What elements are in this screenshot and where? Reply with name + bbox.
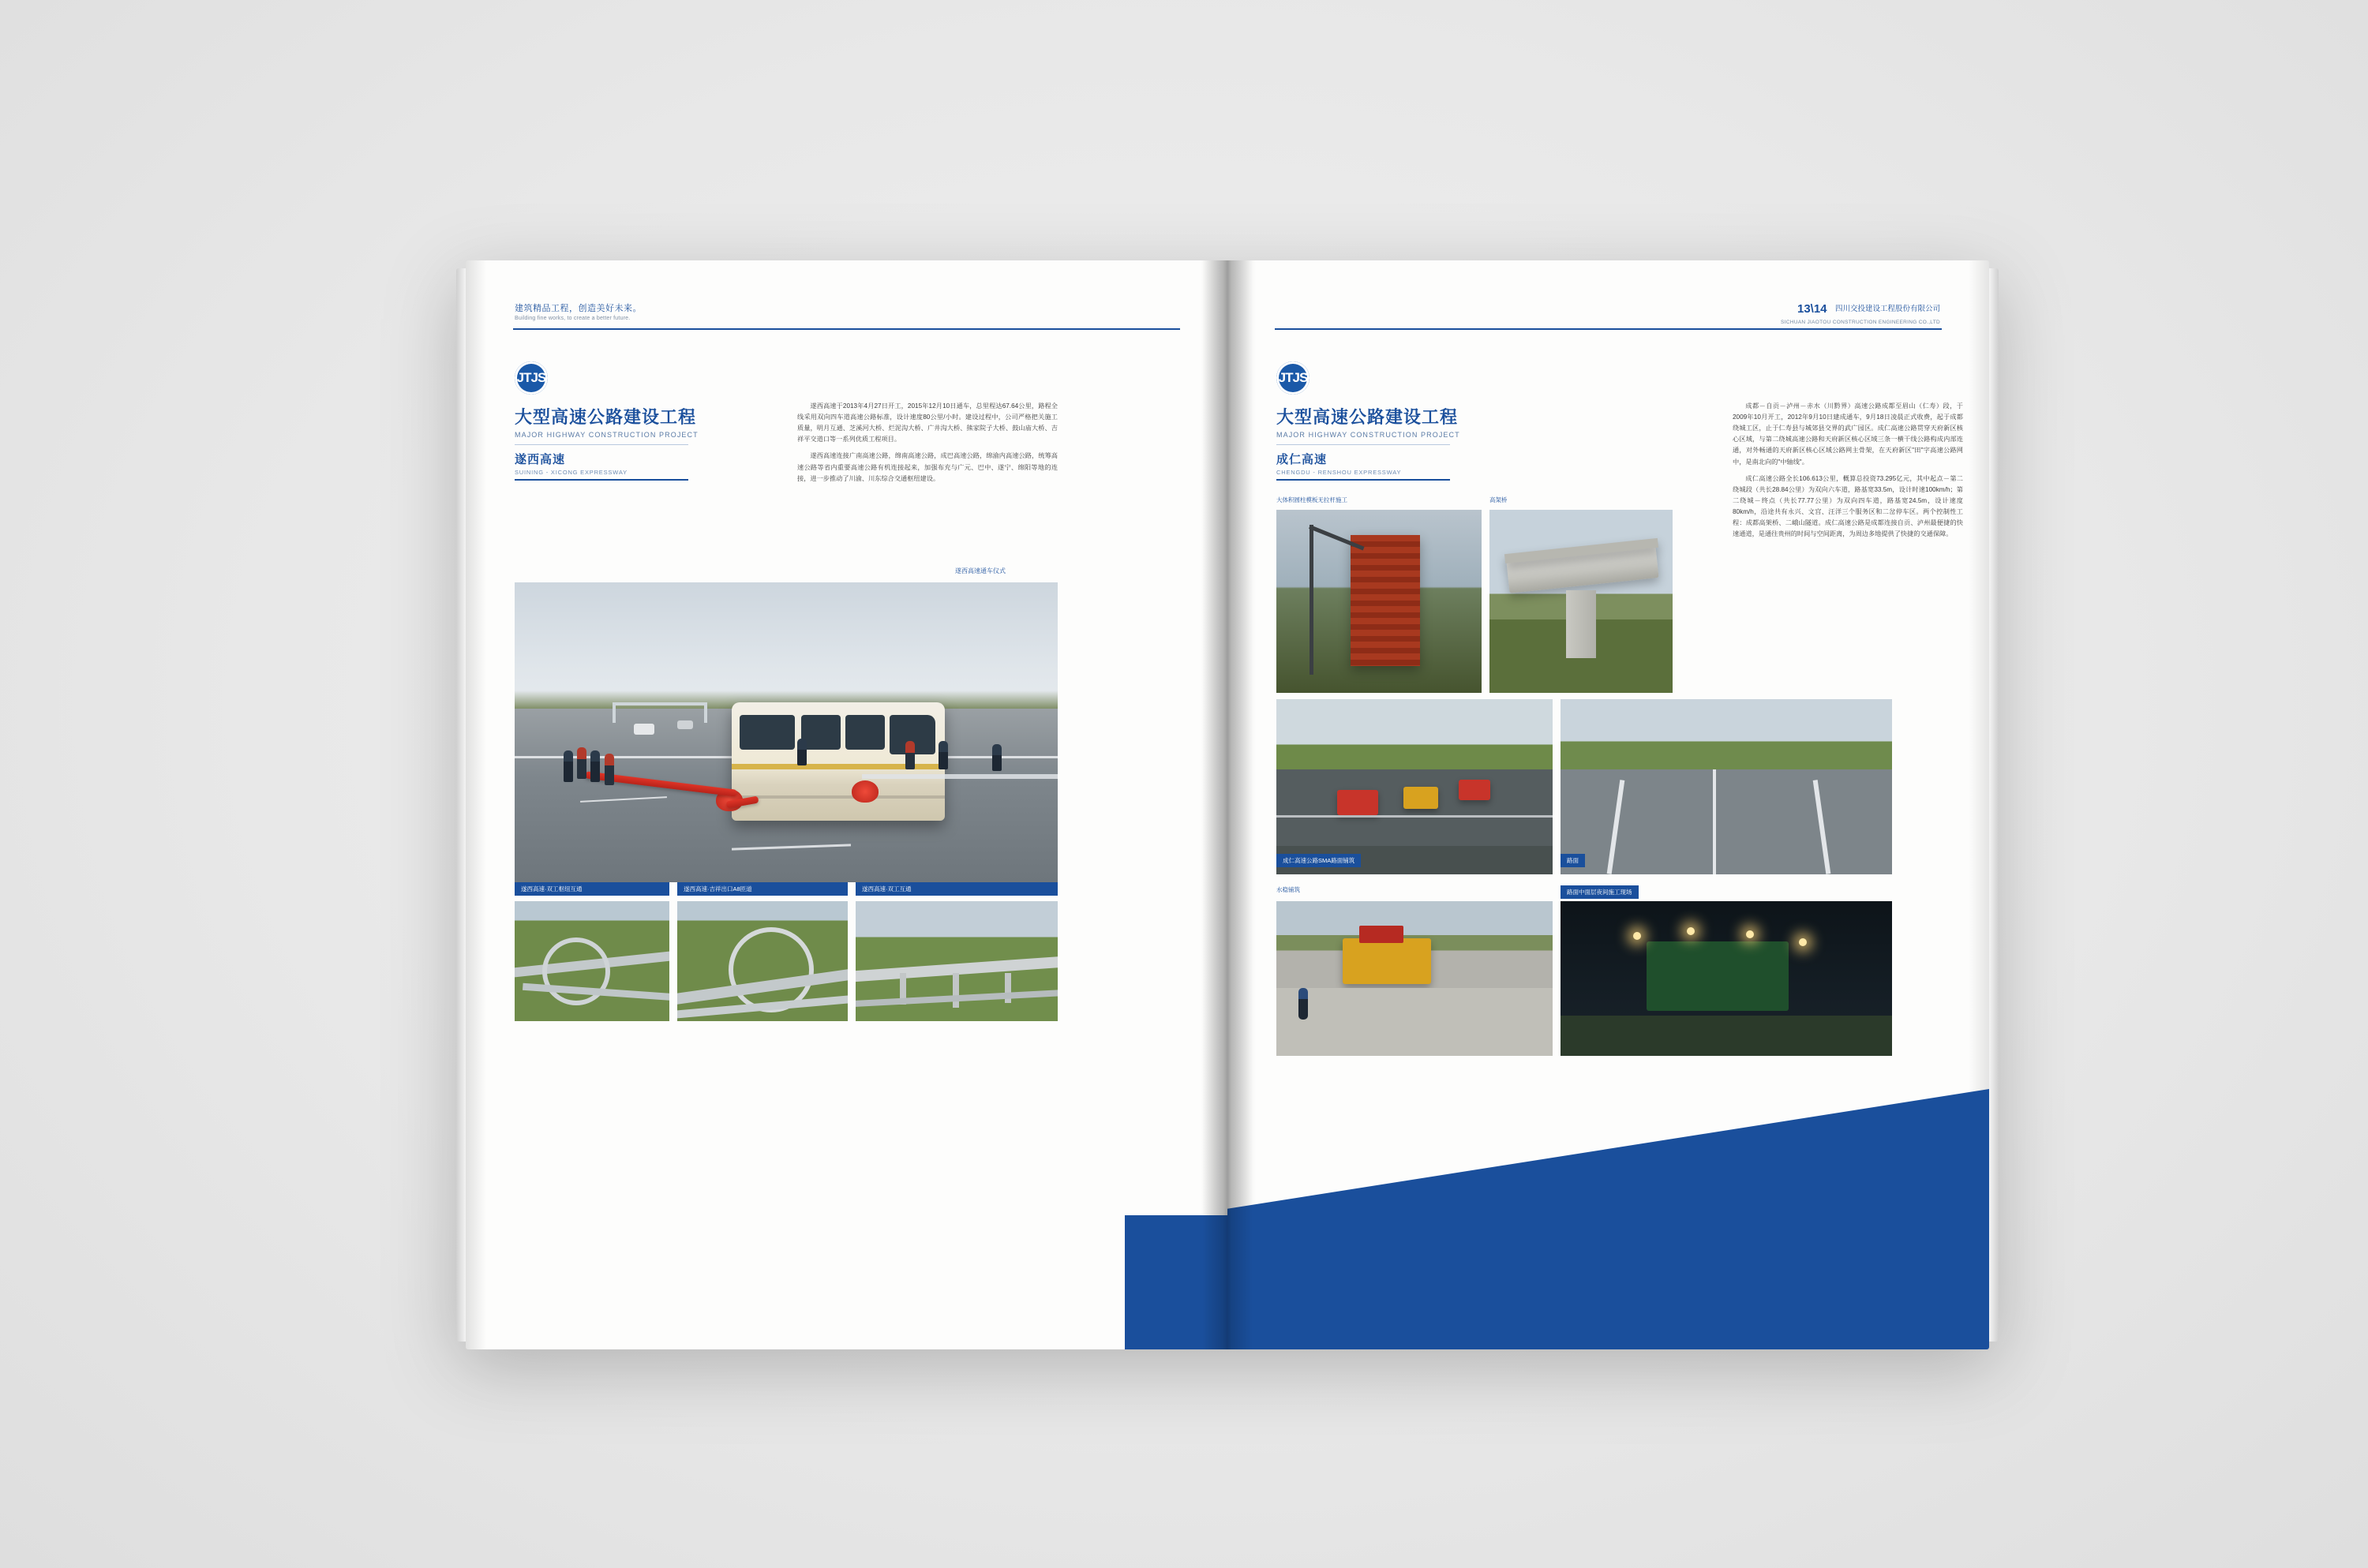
right-project-name-cn: 成仁高速: [1276, 453, 1328, 466]
right-project-underline: [1276, 479, 1450, 481]
slogan-cn: 建筑精品工程，创造美好未来。: [515, 304, 642, 313]
right-body-copy: [1733, 401, 1963, 545]
company-logo-left: [515, 361, 548, 395]
photo-sma-paving: [1276, 699, 1553, 874]
left-page: [466, 260, 1227, 1349]
left-body-copy: [797, 401, 1058, 490]
photo-bridge: [856, 901, 1058, 1021]
photo-stabilized-base: [1276, 901, 1553, 1056]
company-logo-right: [1276, 361, 1310, 395]
slogan-en: Building fine works, to create a better future.: [515, 315, 631, 321]
left-blue-accent: [1125, 1215, 1227, 1349]
left-title-block: [515, 404, 699, 481]
logo-mark-text-right: JTJS: [1278, 370, 1308, 385]
left-paragraph-1: 遂西高速于2013年4月27日开工，2015年12月10日通车，总里程达67.64公里，路程全线采用双向四车道高速公路标准，设计速度80公里/小时。建设过程中，公司严格把关施工质量，明月互通、芝溪河大桥、烂泥沟大桥、广井沟大桥、熊家院子大桥、鼓山庙大桥、吉祥平交道口等一系列优质工程项目。: [797, 402, 1058, 443]
photo-interchange-2: [677, 901, 848, 1021]
right-blue-wedge: [1227, 1089, 1989, 1349]
caption-pavement: 路面: [1561, 854, 1585, 867]
right-paragraph-1: 成都－自贡－泸州－赤水（川黔界）高速公路成都至眉山（仁寿）段，于2009年10月开工，2012年9月10日建成通车，9月18日凌晨正式收费，起于成都绕城工区，止于仁寿县与城郊县交界的武广园区。成仁高速公路贯穿天府新区核心区域，与第二绕城高速公路和天府新区核心区域三条一横干线公路构成内部连通，对外畅通的天府新区核心区域公路网主骨架，在天府新区"田"字高速公路网中，是南北向的"中轴线"。: [1733, 402, 1963, 466]
left-project-name-cn: 遂西高速: [515, 453, 566, 466]
caption-sma: 成仁高速公路SMA路面铺筑: [1276, 854, 1361, 867]
right-section-title-cn: 大型高速公路建设工程: [1276, 407, 1459, 427]
left-project-name-en: SUINING - XICONG EXPRESSWAY: [515, 469, 628, 476]
photo-viaduct: [1489, 510, 1673, 693]
page-edge-left: [456, 268, 466, 1342]
magazine-spread: [466, 260, 1989, 1349]
page-header-right: [1781, 301, 1940, 326]
caption-formwork: 大体积圆柱模板无拉杆施工: [1276, 496, 1347, 503]
caption-ic-shuanggong: 遂西高速·双工互通: [856, 882, 1058, 896]
logo-mark-text: JTJS: [516, 370, 546, 385]
left-section-title-en: MAJOR HIGHWAY CONSTRUCTION PROJECT: [515, 431, 699, 439]
header-rule-right: [1275, 328, 1942, 330]
photo-column-formwork: [1276, 510, 1482, 693]
company-name-cn: 四川交投建设工程股份有限公司: [1834, 304, 1940, 313]
caption-stabilized: 水稳铺筑: [1276, 886, 1300, 893]
left-title-divider: [515, 444, 688, 445]
header-slogan: [515, 303, 642, 322]
photo-interchange-1: [515, 901, 669, 1021]
left-section-title-cn: 大型高速公路建设工程: [515, 407, 697, 427]
header-rule-left: [513, 328, 1180, 330]
right-title-divider: [1276, 444, 1450, 445]
caption-ic-jixiang: 遂西高速·吉祥出口A8匝道: [677, 882, 848, 896]
caption-ceremony: 遂西高速通车仪式: [955, 567, 1006, 574]
left-paragraph-2: 遂西高速连接广南高速公路，绵南高速公路，成巴高速公路，绵渝内高速公路，统筹高速公路等省内重要高速公路有机连接起来，加强布充与广元、巴中、遂宁、绵阳等地的连接，进一步推动了川渝、川东综合交通枢纽建设。: [797, 452, 1058, 482]
left-project-underline: [515, 479, 688, 481]
caption-viaduct: 高架桥: [1489, 496, 1508, 503]
photo-opening-ceremony: [515, 582, 1058, 882]
right-section-title-en: MAJOR HIGHWAY CONSTRUCTION PROJECT: [1276, 431, 1460, 439]
caption-ic-shuangjiang: 遂西高速·双工枢纽互通: [515, 882, 669, 896]
photo-pavement: [1561, 699, 1892, 874]
photo-night-paving: [1561, 901, 1892, 1056]
right-title-block: [1276, 404, 1460, 481]
right-page: [1227, 260, 1989, 1349]
page-edge-right: [1989, 268, 1999, 1342]
right-project-name-en: CHENGDU - RENSHOU EXPRESSWAY: [1276, 469, 1402, 476]
right-paragraph-2: 成仁高速公路全长106.613公里，概算总投资73.295亿元，其中起点－第二绕城段（共长28.84公里）为双向六车道，路基宽33.5m，设计时速100km/h；第二绕城－终点（共长77.77公里）为双向四车道，路基宽24.5m，设计速度80km/h，沿途共有永兴、文宫、汪洋三个服务区和二岔停车区。两个控制性工程：成都高架桥、二峨山隧道。成仁高速公路是成都连接自贡、泸州最便捷的快速通道，是通往贵州的时间与空间距离，为周边多地提供了快捷的交通保障。: [1733, 474, 1963, 538]
page-number: 13\14: [1797, 302, 1827, 316]
company-name-en: SICHUAN JIAOTOU CONSTRUCTION ENGINEERING CO.,LTD: [1781, 319, 1940, 325]
caption-night-work: 路面中面层夜间施工现场: [1561, 885, 1639, 899]
